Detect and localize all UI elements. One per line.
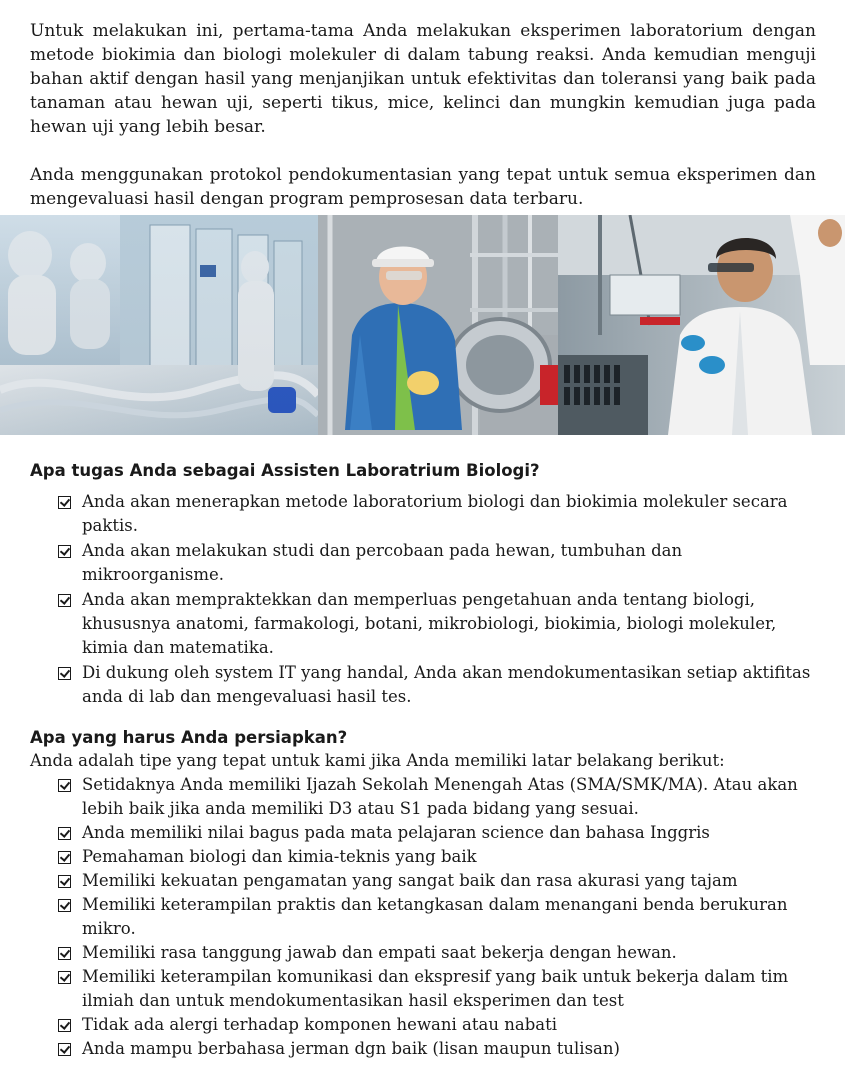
list-item: Anda mampu berbahasa jerman dgn baik (lisan maupun tulisan) bbox=[58, 1037, 818, 1061]
list-item: Memiliki rasa tanggung jawab dan empati saat bekerja dengan hewan. bbox=[58, 941, 818, 965]
list-item: Pemahaman biologi dan kimia-teknis yang baik bbox=[58, 845, 818, 869]
intro-paragraph: Untuk melakukan ini, pertama-tama Anda melakukan eksperimen laboratorium dengan metode biokimia dan biologi molekuler di dalam tabung reaksi. Anda kemudian menguji bahan aktif dengan hasil yang menjanjikan untuk efektivitas dan toleransi yang baik pada tanaman atau hewan uji, seperti tikus, mice, kelinci dan mungkin kemudian juga pada hewan uji yang lebih besar. bbox=[30, 21, 816, 137]
tasks-checklist bbox=[58, 490, 818, 710]
checked-box-icon bbox=[58, 545, 71, 558]
checked-box-icon bbox=[58, 971, 71, 984]
checked-box-icon bbox=[58, 947, 71, 960]
checked-box-icon bbox=[58, 594, 71, 607]
list-item: Memiliki keterampilan komunikasi dan ekspresif yang baik untuk bekerja dalam tim ilmiah dan untuk mendokumentasikan hasil eksperimen dan test bbox=[58, 965, 818, 1013]
section-heading-requirements: Apa yang harus Anda persiapkan? bbox=[30, 728, 348, 747]
lab-scientist-photo bbox=[558, 215, 845, 435]
photo-strip bbox=[0, 215, 845, 435]
list-item: Tidak ada alergi terhadap komponen hewani atau nabati bbox=[58, 1013, 818, 1037]
checked-box-icon bbox=[58, 779, 71, 792]
intro-paragraph-2: Anda menggunakan protokol pendokumentasian yang tepat untuk semua eksperimen dan mengevaluasi hasil dengan program pemprosesan data terbaru. bbox=[30, 165, 816, 209]
list-item: Di dukung oleh system IT yang handal, Anda akan mendokumentasikan setiap aktifitas anda di lab dan mengevaluasi hasil tes. bbox=[58, 661, 818, 709]
checked-box-icon bbox=[58, 496, 71, 509]
checked-box-icon bbox=[58, 1043, 71, 1056]
checked-box-icon bbox=[58, 875, 71, 888]
list-item: Memiliki kekuatan pengamatan yang sangat baik dan rasa akurasi yang tajam bbox=[58, 869, 818, 893]
checked-box-icon bbox=[58, 667, 71, 680]
requirements-lead: Anda adalah tipe yang tepat untuk kami jika Anda memiliki latar belakang berikut: bbox=[30, 751, 725, 770]
cleanroom-lab-photo bbox=[0, 215, 320, 435]
checked-box-icon bbox=[58, 827, 71, 840]
list-item: Anda memiliki nilai bagus pada mata pelajaran science dan bahasa Inggris bbox=[58, 821, 818, 845]
list-item: Setidaknya Anda memiliki Ijazah Sekolah Menengah Atas (SMA/SMK/MA). Atau akan lebih baik jika anda memiliki D3 atau S1 pada bidang yang sesuai. bbox=[58, 773, 818, 821]
checked-box-icon bbox=[58, 1019, 71, 1032]
plant-worker-photo bbox=[318, 215, 558, 435]
checked-box-icon bbox=[58, 851, 71, 864]
list-item: Anda akan melakukan studi dan percobaan pada hewan, tumbuhan dan mikroorganisme. bbox=[58, 539, 818, 587]
list-item: Memiliki keterampilan praktis dan ketangkasan dalam menangani benda berukuran mikro. bbox=[58, 893, 818, 941]
requirements-checklist bbox=[58, 773, 818, 1061]
list-item: Anda akan mempraktekkan dan memperluas pengetahuan anda tentang biologi, khususnya anatomi, farmakologi, botani, mikrobiologi, biokimia, biologi molekuler, kimia dan matematika. bbox=[58, 588, 818, 660]
checked-box-icon bbox=[58, 899, 71, 912]
list-item: Anda akan menerapkan metode laboratorium biologi dan biokimia molekuler secara paktis. bbox=[58, 490, 818, 538]
section-heading-tasks: Apa tugas Anda sebagai Assisten Laboratrium Biologi? bbox=[30, 461, 540, 480]
